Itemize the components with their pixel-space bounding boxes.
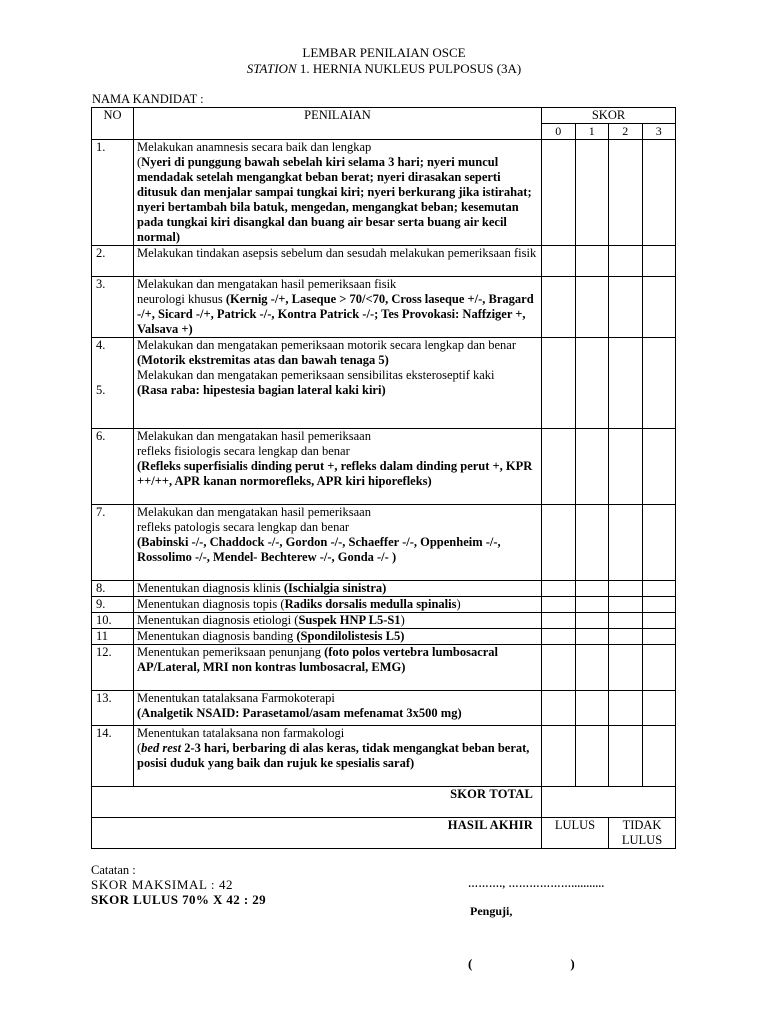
skor-total-cell[interactable] bbox=[542, 787, 676, 818]
score-cell-0[interactable] bbox=[542, 140, 576, 246]
row-criteria bbox=[134, 246, 542, 277]
criteria-text-2: refleks patologis secara lengkap dan benar bbox=[137, 520, 350, 534]
criteria-detail: Suspek HNP L5-S1 bbox=[298, 613, 401, 627]
row-number: 14. bbox=[92, 726, 134, 787]
score-cell-1[interactable] bbox=[575, 726, 609, 787]
table-row bbox=[92, 246, 676, 277]
score-cell-0[interactable] bbox=[542, 277, 576, 338]
score-cell-2[interactable] bbox=[609, 246, 643, 277]
score-cell-1[interactable] bbox=[575, 629, 609, 645]
hasil-akhir-label: HASIL AKHIR bbox=[92, 818, 542, 849]
row-number: 12. bbox=[92, 645, 134, 691]
row-number: 9. bbox=[92, 597, 134, 613]
score-cell-0[interactable] bbox=[542, 645, 576, 691]
criteria-detail: Radiks dorsalis medulla spinalis bbox=[284, 597, 457, 611]
score-cell-1[interactable] bbox=[575, 246, 609, 277]
criteria-text: Melakukan tindakan asepsis sebelum dan sesudah melakukan pemeriksaan fisik bbox=[137, 246, 537, 260]
score-col-3: 3 bbox=[642, 124, 676, 140]
score-cell-2[interactable] bbox=[609, 645, 643, 691]
score-cell-0[interactable] bbox=[542, 629, 576, 645]
score-cell-0[interactable] bbox=[542, 246, 576, 277]
score-cell-3[interactable] bbox=[642, 140, 676, 246]
examiner-signature bbox=[468, 956, 575, 972]
score-cell-3[interactable] bbox=[642, 597, 676, 613]
score-cell-3[interactable] bbox=[642, 726, 676, 787]
score-cell-3[interactable] bbox=[642, 691, 676, 726]
row-number-4: 4. bbox=[96, 338, 106, 352]
criteria-detail: 2-3 hari, berbaring di alas keras, tidak mengangkat beban berat, posisi duduk yang baik dan rujuk ke spesialis saraf) bbox=[137, 741, 530, 770]
paren-close: ) bbox=[570, 956, 575, 971]
row-number: 8. bbox=[92, 581, 134, 597]
row-number bbox=[92, 338, 134, 429]
criteria-detail: (Analgetik NSAID: Parasetamol/asam mefenamat 3x500 mg) bbox=[137, 706, 462, 720]
criteria-suffix: ) bbox=[456, 597, 461, 611]
criteria-prefix: ( bbox=[137, 155, 142, 169]
criteria-detail-5: (Rasa raba: hipestesia bagian lateral kaki kiri) bbox=[137, 383, 386, 397]
station-name: 1. HERNIA NUKLEUS PULPOSUS (3A) bbox=[296, 61, 522, 76]
row-number: 3. bbox=[92, 277, 134, 338]
score-cell-2[interactable] bbox=[609, 140, 643, 246]
sheet-title: LEMBAR PENILAIAN OSCE bbox=[302, 45, 466, 60]
score-cell-3[interactable] bbox=[642, 581, 676, 597]
criteria-text-5: Melakukan dan mengatakan pemeriksaan sensibilitas eksteroseptif kaki bbox=[137, 368, 495, 382]
score-cell-0[interactable] bbox=[542, 505, 576, 581]
criteria-detail: (Refleks superfisialis dinding perut +, refleks dalam dinding perut +, KPR ++/++, APR kanan normorefleks, APR kiri hiporefleks) bbox=[137, 459, 533, 488]
table-row bbox=[92, 691, 676, 726]
criteria-suffix: ) bbox=[400, 613, 405, 627]
table-row bbox=[92, 277, 676, 338]
table-row bbox=[92, 581, 676, 597]
score-cell-1[interactable] bbox=[575, 140, 609, 246]
skor-lulus: SKOR LULUS 70% X 42 : 29 bbox=[91, 892, 267, 907]
score-cell-1[interactable] bbox=[575, 597, 609, 613]
criteria-prefix: ( bbox=[137, 741, 142, 755]
row-number: 11 bbox=[92, 629, 134, 645]
penguji-label: Penguji, bbox=[470, 904, 513, 918]
score-cell-0[interactable] bbox=[542, 338, 576, 429]
score-cell-3[interactable] bbox=[642, 505, 676, 581]
score-cell-3[interactable] bbox=[642, 246, 676, 277]
table-row bbox=[92, 505, 676, 581]
score-cell-1[interactable] bbox=[575, 277, 609, 338]
table-row bbox=[92, 140, 676, 246]
criteria-text: Melakukan dan mengatakan hasil pemeriksaan bbox=[137, 505, 371, 519]
criteria-detail: (Spondilolistesis L5) bbox=[296, 629, 405, 643]
row-criteria bbox=[134, 726, 542, 787]
criteria-text: Menentukan tatalaksana non farmakologi bbox=[137, 726, 345, 740]
score-cell-3[interactable] bbox=[642, 645, 676, 691]
score-cell-1[interactable] bbox=[575, 691, 609, 726]
paren-open: ( bbox=[468, 956, 473, 971]
score-cell-1[interactable] bbox=[575, 613, 609, 629]
row-number: 10. bbox=[92, 613, 134, 629]
score-cell-1[interactable] bbox=[575, 505, 609, 581]
date-line: ………., ………………........... bbox=[468, 879, 605, 890]
criteria-detail: (Motorik ekstremitas atas dan bawah tenaga 5) bbox=[137, 353, 389, 367]
score-col-2: 2 bbox=[609, 124, 643, 140]
criteria-text: Melakukan dan mengatakan pemeriksaan motorik secara lengkap dan benar bbox=[137, 338, 517, 352]
criteria-text: Menentukan diagnosis klinis bbox=[137, 581, 284, 595]
score-cell-2[interactable] bbox=[609, 726, 643, 787]
candidate-name-label: NAMA KANDIDAT : bbox=[92, 92, 204, 106]
row-criteria bbox=[134, 629, 542, 645]
criteria-detail: (Ischialgia sinistra) bbox=[283, 581, 387, 595]
score-cell-3[interactable] bbox=[642, 613, 676, 629]
score-cell-0[interactable] bbox=[542, 726, 576, 787]
table-row bbox=[92, 338, 676, 429]
criteria-text: Melakukan dan mengatakan hasil pemeriksaan fisik bbox=[137, 277, 397, 291]
table-row bbox=[92, 726, 676, 787]
criteria-text-2: refleks fisiologis secara lengkap dan benar bbox=[137, 444, 350, 458]
row-number: 7. bbox=[92, 505, 134, 581]
score-cell-0[interactable] bbox=[542, 429, 576, 505]
criteria-detail: (Babinski -/-, Chaddock -/-, Gordon -/-, Schaeffer -/-, Oppenheim -/-, Rossolimo -/-, Mendel- Bechterew -/-, Gonda -/- ) bbox=[137, 535, 501, 564]
row-criteria bbox=[134, 597, 542, 613]
score-cell-2[interactable] bbox=[609, 429, 643, 505]
score-cell-2[interactable] bbox=[609, 613, 643, 629]
station-title bbox=[0, 61, 768, 77]
score-cell-2[interactable] bbox=[609, 691, 643, 726]
row-criteria bbox=[134, 691, 542, 726]
table-header-row bbox=[92, 108, 676, 124]
criteria-detail: (Kernig -/+, Laseque > 70/<70, Cross laseque +/-, Bragard -/+, Sicard -/+, Patrick -/-, Kontra Patrick -/-; Tes Provokasi: Naffziger +, Valsava +) bbox=[137, 292, 534, 336]
criteria-text: Melakukan anamnesis secara baik dan lengkap bbox=[137, 140, 372, 154]
score-cell-1[interactable] bbox=[575, 581, 609, 597]
score-cell-0[interactable] bbox=[542, 691, 576, 726]
row-criteria bbox=[134, 581, 542, 597]
score-cell-2[interactable] bbox=[609, 629, 643, 645]
lulus-option[interactable]: LULUS bbox=[542, 818, 609, 849]
header-no: NO bbox=[92, 108, 134, 140]
hasil-akhir-row bbox=[92, 818, 676, 849]
header-skor: SKOR bbox=[542, 108, 676, 124]
row-number: 1. bbox=[92, 140, 134, 246]
assessment-table bbox=[91, 107, 676, 849]
score-cell-3[interactable] bbox=[642, 277, 676, 338]
station-word: STATION bbox=[246, 61, 297, 76]
skor-total-row bbox=[92, 787, 676, 818]
table-row bbox=[92, 629, 676, 645]
row-criteria bbox=[134, 338, 542, 429]
score-col-0: 0 bbox=[542, 124, 576, 140]
criteria-text: Menentukan diagnosis topis ( bbox=[137, 597, 285, 611]
row-criteria bbox=[134, 140, 542, 246]
criteria-detail-italic: bed rest bbox=[141, 741, 182, 755]
table-row bbox=[92, 613, 676, 629]
table-row bbox=[92, 597, 676, 613]
skor-total-label: SKOR TOTAL bbox=[92, 787, 542, 818]
criteria-text: Menentukan tatalaksana Farmokoterapi bbox=[137, 691, 335, 705]
score-cell-1[interactable] bbox=[575, 338, 609, 429]
catatan-label: Catatan : bbox=[91, 863, 136, 877]
score-cell-2[interactable] bbox=[609, 581, 643, 597]
criteria-text-2: neurologi khusus bbox=[137, 292, 226, 306]
score-cell-2[interactable] bbox=[609, 597, 643, 613]
row-criteria bbox=[134, 613, 542, 629]
score-col-1: 1 bbox=[575, 124, 609, 140]
score-cell-1[interactable] bbox=[575, 645, 609, 691]
row-criteria bbox=[134, 645, 542, 691]
row-number-5: 5. bbox=[96, 383, 106, 397]
table-row bbox=[92, 429, 676, 505]
row-criteria bbox=[134, 505, 542, 581]
criteria-detail: (foto polos vertebra lumbosacral AP/Lateral, MRI non kontras lumbosacral, EMG) bbox=[137, 645, 499, 674]
header-penilaian: PENILAIAN bbox=[134, 108, 542, 140]
criteria-detail: Nyeri di punggung bawah sebelah kiri selama 3 hari; nyeri muncul mendadak setelah mengangkat beban berat; nyeri dirasakan seperti ditusuk dan menjalar sampai tungkai kiri; nyeri berkurang jika istirahat; nyeri bertambah bila batuk, mengedan, mengangkat beban; kesemutan pada tungkai kiri disangkal dan buang air besar serta buang air kecil normal) bbox=[137, 155, 532, 244]
score-cell-3[interactable] bbox=[642, 429, 676, 505]
row-number: 2. bbox=[92, 246, 134, 277]
score-cell-1[interactable] bbox=[575, 429, 609, 505]
criteria-text: Melakukan dan mengatakan hasil pemeriksaan bbox=[137, 429, 371, 443]
table-row bbox=[92, 645, 676, 691]
score-cell-2[interactable] bbox=[609, 505, 643, 581]
criteria-text: Menentukan diagnosis etiologi ( bbox=[137, 613, 299, 627]
score-cell-0[interactable] bbox=[542, 613, 576, 629]
row-criteria bbox=[134, 429, 542, 505]
criteria-text: Menentukan pemeriksaan penunjang bbox=[137, 645, 325, 659]
score-cell-3[interactable] bbox=[642, 338, 676, 429]
score-cell-2[interactable] bbox=[609, 338, 643, 429]
criteria-text: Menentukan diagnosis banding bbox=[137, 629, 297, 643]
row-number: 13. bbox=[92, 691, 134, 726]
score-cell-0[interactable] bbox=[542, 597, 576, 613]
tidak-lulus-option[interactable]: TIDAK LULUS bbox=[609, 818, 676, 849]
score-cell-3[interactable] bbox=[642, 629, 676, 645]
row-number: 6. bbox=[92, 429, 134, 505]
score-cell-0[interactable] bbox=[542, 581, 576, 597]
skor-maksimal: SKOR MAKSIMAL : 42 bbox=[91, 877, 234, 892]
row-criteria bbox=[134, 277, 542, 338]
score-cell-2[interactable] bbox=[609, 277, 643, 338]
